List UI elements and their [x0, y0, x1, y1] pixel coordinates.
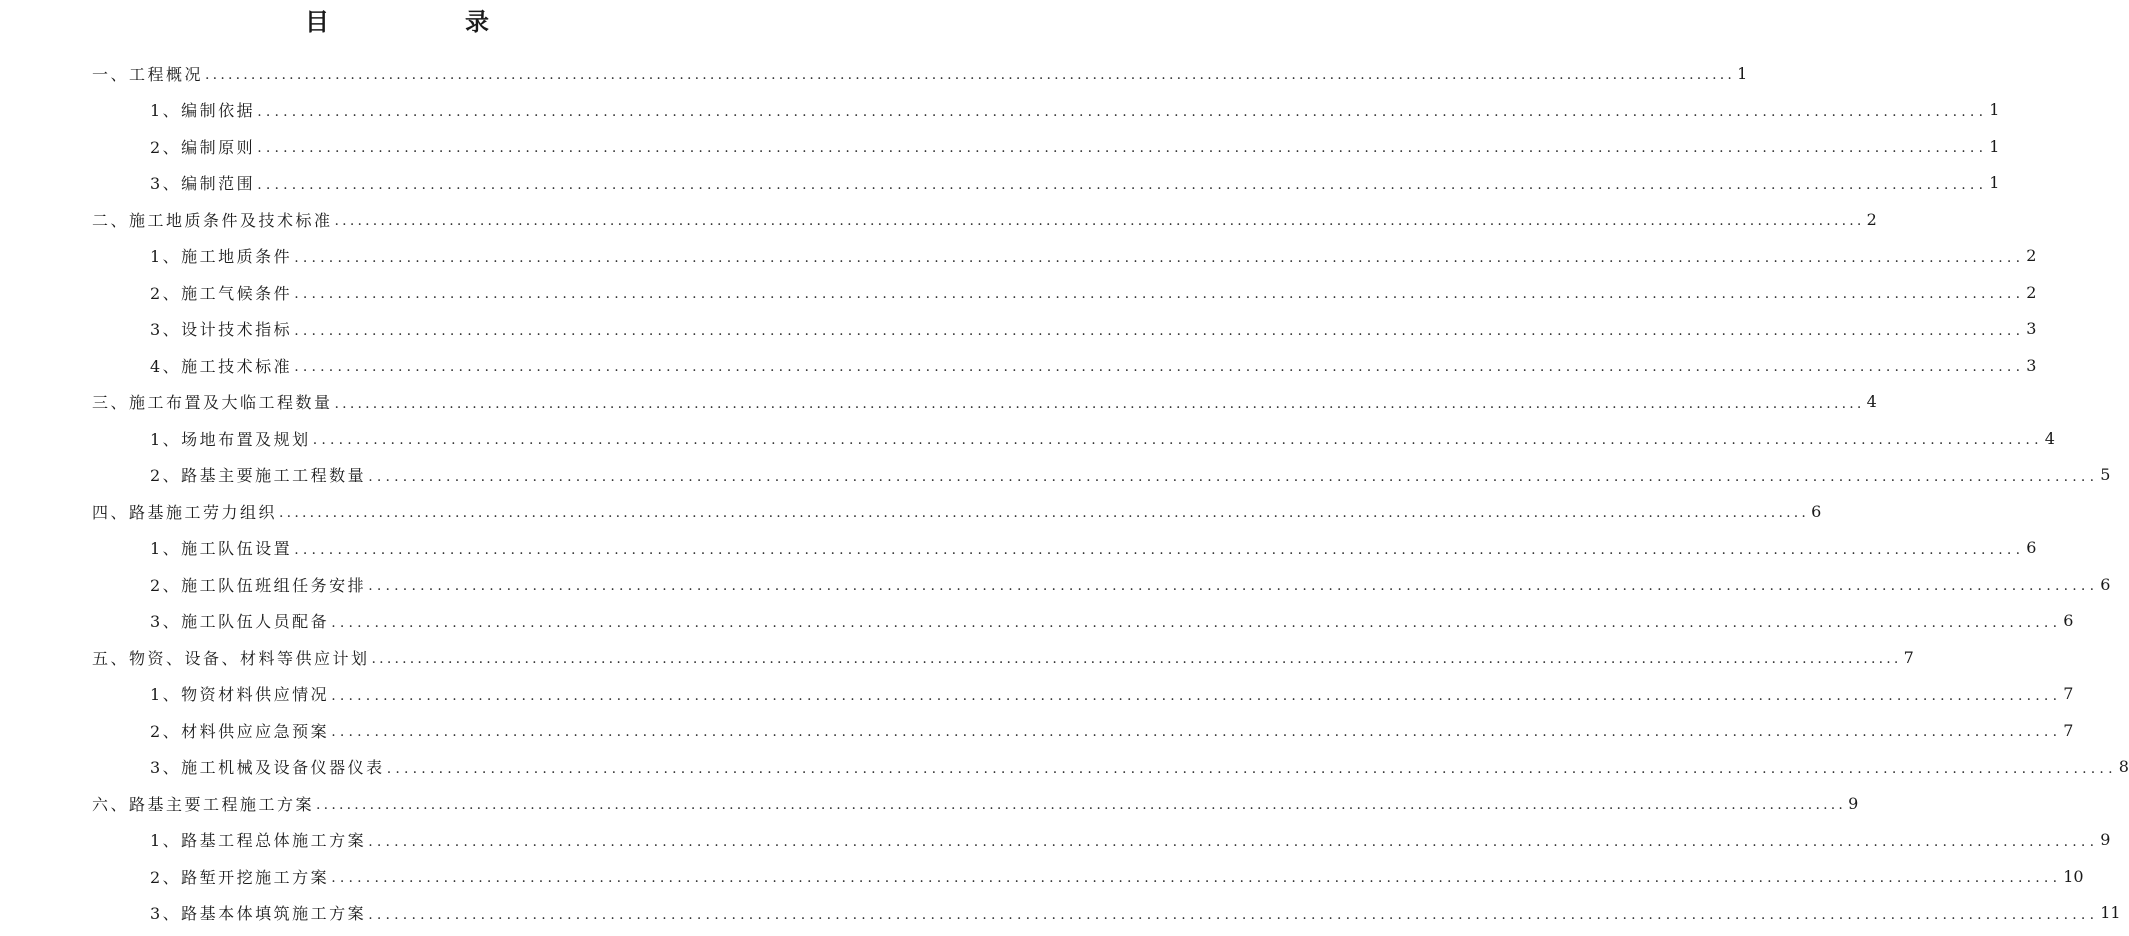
toc-page-number: 7 — [1903, 647, 1914, 667]
toc-section-entry[interactable] — [150, 311, 2037, 347]
toc-page-number: 4 — [2044, 428, 2055, 448]
toc-page-number: 1 — [1989, 100, 2000, 119]
toc-chapter-entry[interactable] — [92, 785, 1859, 821]
toc-leader-dots: ........................................................................................................................................................................................................ — [294, 541, 2025, 558]
toc-section-entry[interactable] — [150, 603, 2074, 639]
toc-page-number: 11 — [2100, 903, 2121, 922]
toc-entry-label: 五、物资、设备、材料等供应计划 — [92, 648, 370, 668]
toc-leader-dots: ........................................................................................................................................................................................................ — [257, 140, 1988, 156]
toc-entry-label: 3、设计技术指标 — [150, 320, 293, 339]
toc-page-number: 7 — [2063, 684, 2074, 703]
toc-entry-label: 3、编制范围 — [150, 174, 256, 193]
toc-entry-label: 四、路基施工劳力组织 — [92, 502, 278, 522]
toc-page-number: 6 — [2026, 538, 2037, 557]
toc-entry-label: 3、路基本体填筑施工方案 — [150, 904, 367, 923]
toc-section-entry[interactable] — [150, 92, 2000, 128]
toc-chapter-entry[interactable] — [92, 493, 1822, 529]
toc-page-number: 6 — [2063, 611, 2074, 630]
toc-entry-label: 3、施工队伍人员配备 — [150, 612, 330, 631]
toc-entry-label: 4、施工技术标准 — [150, 356, 293, 376]
toc-chapter-entry[interactable] — [92, 384, 1877, 420]
toc-leader-dots: ........................................................................................................................................................................................................ — [331, 687, 2062, 704]
toc-leader-dots: ........................................................................................................................................................................................................ — [334, 395, 1865, 412]
toc-entry-label: 2、路基主要施工工程数量 — [150, 466, 367, 485]
toc-entry-label: 三、施工布置及大临工程数量 — [92, 393, 333, 412]
toc-leader-dots: ........................................................................................................................................................................................................ — [368, 906, 2099, 923]
toc-section-entry[interactable] — [150, 712, 2074, 748]
toc-section-entry[interactable] — [150, 347, 2037, 383]
toc-page-number: 1 — [1989, 173, 2000, 192]
toc-section-entry[interactable] — [150, 420, 2055, 456]
toc-section-entry[interactable] — [150, 165, 2000, 201]
toc-leader-dots: ........................................................................................................................................................................................................ — [386, 760, 2117, 777]
toc-page-number: 3 — [2026, 319, 2037, 338]
toc-entry-label: 1、施工队伍设置 — [150, 539, 293, 558]
toc-page-number: 2 — [2026, 282, 2037, 302]
toc-section-entry[interactable] — [150, 128, 2000, 164]
toc-leader-dots: ........................................................................................................................................................................................................ — [331, 614, 2062, 631]
toc-chapter-entry[interactable] — [92, 55, 1748, 91]
toc-entry-label: 3、施工机械及设备仪器仪表 — [150, 758, 385, 777]
toc-leader-dots: ........................................................................................................................................................................................................ — [334, 213, 1865, 229]
toc-section-entry[interactable] — [150, 858, 2084, 894]
toc-leader-dots: ........................................................................................................................................................................................................ — [294, 249, 2025, 266]
toc-page-number: 10 — [2063, 866, 2084, 886]
toc-entry-label: 二、施工地质条件及技术标准 — [92, 210, 333, 230]
toc-entry-label: 一、工程概况 — [92, 64, 204, 84]
toc-section-entry[interactable] — [150, 749, 2129, 785]
toc-section-entry[interactable] — [150, 274, 2037, 310]
toc-page-number: 8 — [2118, 757, 2129, 776]
toc-leader-dots: ........................................................................................................................................................................................................ — [316, 797, 1847, 813]
toc-page-number: 2 — [1866, 209, 1877, 229]
toc-section-entry[interactable] — [150, 238, 2037, 274]
toc-chapter-entry[interactable] — [92, 201, 1877, 237]
toc-leader-dots: ........................................................................................................................................................................................................ — [368, 578, 2099, 594]
toc-title: 目 录 — [305, 7, 545, 36]
toc-entry-label: 2、施工气候条件 — [150, 283, 293, 303]
toc-entry-label: 1、施工地质条件 — [150, 247, 293, 266]
toc-leader-dots: ........................................................................................................................................................................................................ — [368, 833, 2099, 850]
toc-section-entry[interactable] — [150, 822, 2111, 858]
toc-page-number: 3 — [2026, 355, 2037, 375]
toc-entry-label: 2、材料供应应急预案 — [150, 721, 330, 741]
toc-page-number: 1 — [1737, 63, 1748, 83]
toc-page-number: 6 — [2100, 574, 2111, 594]
toc-leader-dots: ........................................................................................................................................................................................................ — [257, 103, 1988, 120]
toc-entry-label: 1、编制依据 — [150, 101, 256, 120]
toc-leader-dots: ........................................................................................................................................................................................................ — [294, 322, 2025, 339]
toc-leader-dots: ........................................................................................................................................................................................................ — [312, 432, 2043, 448]
toc-leader-dots: ........................................................................................................................................................................................................ — [279, 505, 1810, 521]
toc-page-number: 9 — [2100, 830, 2111, 849]
toc-leader-dots: ........................................................................................................................................................................................................ — [331, 870, 2062, 886]
toc-page-number: 1 — [1989, 136, 2000, 156]
toc-entry-label: 2、施工队伍班组任务安排 — [150, 575, 367, 595]
toc-entry-label: 1、场地布置及规划 — [150, 429, 311, 449]
toc-leader-dots: ........................................................................................................................................................................................................ — [294, 359, 2025, 375]
toc-page-number: 5 — [2100, 465, 2111, 484]
toc-section-entry[interactable] — [150, 566, 2111, 602]
toc-entry-label: 1、路基工程总体施工方案 — [150, 831, 367, 850]
toc-page-number: 4 — [1866, 392, 1877, 411]
toc-entry-label: 2、路堑开挖施工方案 — [150, 867, 330, 887]
toc-page-number: 9 — [1848, 793, 1859, 813]
toc-leader-dots: ........................................................................................................................................................................................................ — [368, 468, 2099, 485]
toc-chapter-entry[interactable] — [92, 639, 1914, 675]
toc-page-number: 7 — [2063, 720, 2074, 740]
toc-leader-dots: ........................................................................................................................................................................................................ — [294, 286, 2025, 302]
toc-leader-dots: ........................................................................................................................................................................................................ — [257, 176, 1988, 193]
toc-leader-dots: ........................................................................................................................................................................................................ — [331, 724, 2062, 740]
toc-entry-label: 六、路基主要工程施工方案 — [92, 794, 315, 814]
toc-page-number: 6 — [1811, 501, 1822, 521]
toc-section-entry[interactable] — [150, 457, 2111, 493]
toc-leader-dots: ........................................................................................................................................................................................................ — [371, 651, 1902, 667]
toc-entry-label: 2、编制原则 — [150, 137, 256, 157]
toc-entry-label: 1、物资材料供应情况 — [150, 685, 330, 704]
toc-page-number: 2 — [2026, 246, 2037, 265]
toc-leader-dots: ........................................................................................................................................................................................................ — [205, 67, 1736, 83]
toc-section-entry[interactable] — [150, 676, 2074, 712]
toc-section-entry[interactable] — [150, 895, 2121, 931]
toc-section-entry[interactable] — [150, 530, 2037, 566]
